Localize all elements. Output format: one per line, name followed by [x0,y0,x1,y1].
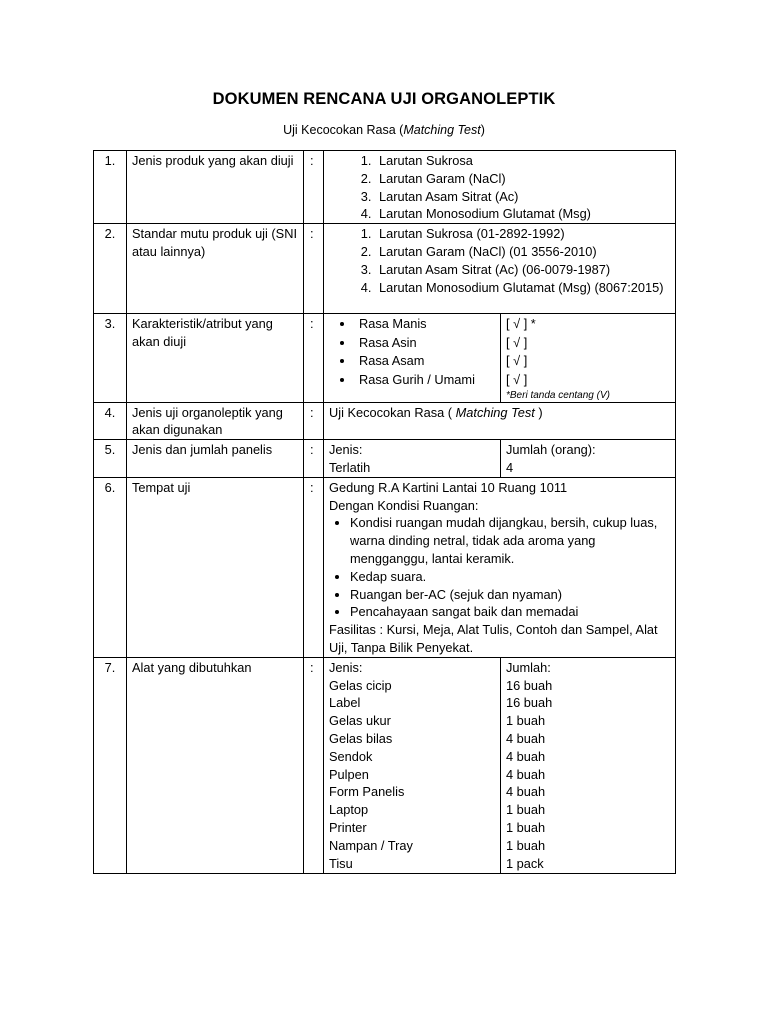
tool-qty: 1 pack [506,855,544,871]
tool-name: Label [329,695,361,711]
row-colon: : [304,402,324,440]
tool-name: Gelas bilas [329,730,393,746]
list-item: 1. Larutan Sukrosa [375,152,670,170]
plan-table [93,150,676,874]
tool-name: Pulpen [329,766,369,782]
tool-qty-cell [501,657,676,873]
list-item: 4. Larutan Monosodium Glutamat (Msg) (8067:2015) [375,279,670,297]
list-item: • Rasa Asam [355,352,495,371]
document-title: DOKUMEN RENCANA UJI ORGANOLEPTIK [212,90,556,108]
row-label: Alat yang dibutuhkan [127,657,304,873]
tool-name: Tisu [329,855,353,871]
test-type-suffix: ) [534,404,543,420]
row-value [324,402,676,440]
attribute-list [329,315,495,389]
row-label: Tempat uji [127,477,304,657]
list-item: • Kedap suara. [350,568,670,586]
tool-name: Form Panelis [329,784,405,800]
tool-qty-header: Jumlah: [506,659,551,675]
tool-qty: 4 buah [506,766,546,782]
document-subtitle [0,123,768,137]
list-item: 2. Larutan Garam (NaCl) [375,170,670,188]
tool-qty: 4 buah [506,748,546,764]
check-cell [501,314,676,402]
tool-name-cell [324,657,501,873]
test-type-italic: Matching Test [455,404,535,420]
tool-name-header: Jenis: [329,659,363,675]
row-number: 4. [94,402,127,440]
check-mark: [ √ ] [506,371,528,387]
row-colon: : [304,657,324,873]
row-colon: : [304,151,324,224]
tool-qty: 16 buah [506,677,553,693]
row-value [324,151,676,224]
row-value [324,477,676,657]
table-row [94,440,676,478]
tool-qty: 16 buah [506,695,553,711]
list-item: 4. Larutan Monosodium Glutamat (Msg) [375,205,670,223]
list-item: 3. Larutan Asam Sitrat (Ac) (06-0079-1987) [375,261,670,279]
table-row [94,151,676,224]
attribute-cell [324,314,501,402]
subtitle-prefix: Uji Kecocokan Rasa ( [283,123,404,137]
list-item: 2. Larutan Garam (NaCl) (01 3556-2010) [375,243,670,261]
table-row [94,402,676,440]
check-mark: [ √ ] [506,334,528,350]
row-number: 1. [94,151,127,224]
row-number: 7. [94,657,127,873]
row-colon: : [304,224,324,314]
tool-qty: 1 buah [506,837,546,853]
check-note: *Beri tanda centang (V) [506,389,610,401]
tool-qty: 4 buah [506,730,546,746]
list-item: • Kondisi ruangan mudah dijangkau, bersih, cukup luas, warna dinding netral, tidak ada aroma yang mengganggu, lantai keramik. [350,514,670,567]
list-item: • Ruangan ber-AC (sejuk dan nyaman) [350,586,670,604]
test-type-prefix: Uji Kecocokan Rasa ( [329,404,456,420]
location-text: Gedung R.A Kartini Lantai 10 Ruang 1011 [329,479,568,495]
list-item: 1. Larutan Sukrosa (01-2892-1992) [375,225,670,243]
room-condition-heading: Dengan Kondisi Ruangan: [329,497,479,513]
product-list [329,152,670,223]
row-colon: : [304,314,324,402]
row-label: Karakteristik/atribut yang akan diuji [127,314,304,402]
tool-name: Nampan / Tray [329,837,413,853]
row-colon: : [304,440,324,478]
row-number: 6. [94,477,127,657]
row-label: Jenis dan jumlah panelis [127,440,304,478]
table-row [94,314,676,402]
panelist-count-value: 4 [506,459,514,475]
tool-name: Laptop [329,802,369,818]
facilities-text: Fasilitas : Kursi, Meja, Alat Tulis, Contoh dan Sampel, Alat Uji, Tanpa Bilik Penyekat. [329,622,658,655]
list-item: • Pencahayaan sangat baik dan memadai [350,603,670,621]
tool-qty: 1 buah [506,802,546,818]
table-row [94,657,676,873]
tool-qty: 1 buah [506,819,546,835]
check-mark: [ √ ] * [506,316,536,332]
row-number: 3. [94,314,127,402]
list-item: • Rasa Manis [355,315,495,334]
room-condition-list [329,514,670,621]
list-item: • Rasa Asin [355,334,495,353]
tool-name: Gelas cicip [329,677,392,693]
subtitle-italic: Matching Test [403,123,481,137]
table-row [94,224,676,314]
row-number: 2. [94,224,127,314]
panelist-type-label: Jenis: [329,442,363,458]
list-item: • Rasa Gurih / Umami [355,371,495,390]
tool-name: Gelas ukur [329,713,391,729]
row-label: Jenis uji organoleptik yang akan digunakan [127,402,304,440]
check-mark: [ √ ] [506,353,528,369]
row-number: 5. [94,440,127,478]
row-colon: : [304,477,324,657]
subtitle-suffix: ) [480,123,485,137]
row-label: Jenis produk yang akan diuji [127,151,304,224]
panelist-count-label: Jumlah (orang): [506,442,596,458]
row-label: Standar mutu produk uji (SNI atau lainnya) [127,224,304,314]
panelist-type-cell [324,440,501,478]
tool-qty: 1 buah [506,713,546,729]
list-item: 3. Larutan Asam Sitrat (Ac) [375,188,670,206]
tool-name: Sendok [329,748,373,764]
table-row [94,477,676,657]
tool-name: Printer [329,819,367,835]
tool-qty: 4 buah [506,784,546,800]
standard-list [329,225,670,296]
panelist-count-cell [501,440,676,478]
row-value [324,224,676,314]
panelist-type-value: Terlatih [329,459,371,475]
